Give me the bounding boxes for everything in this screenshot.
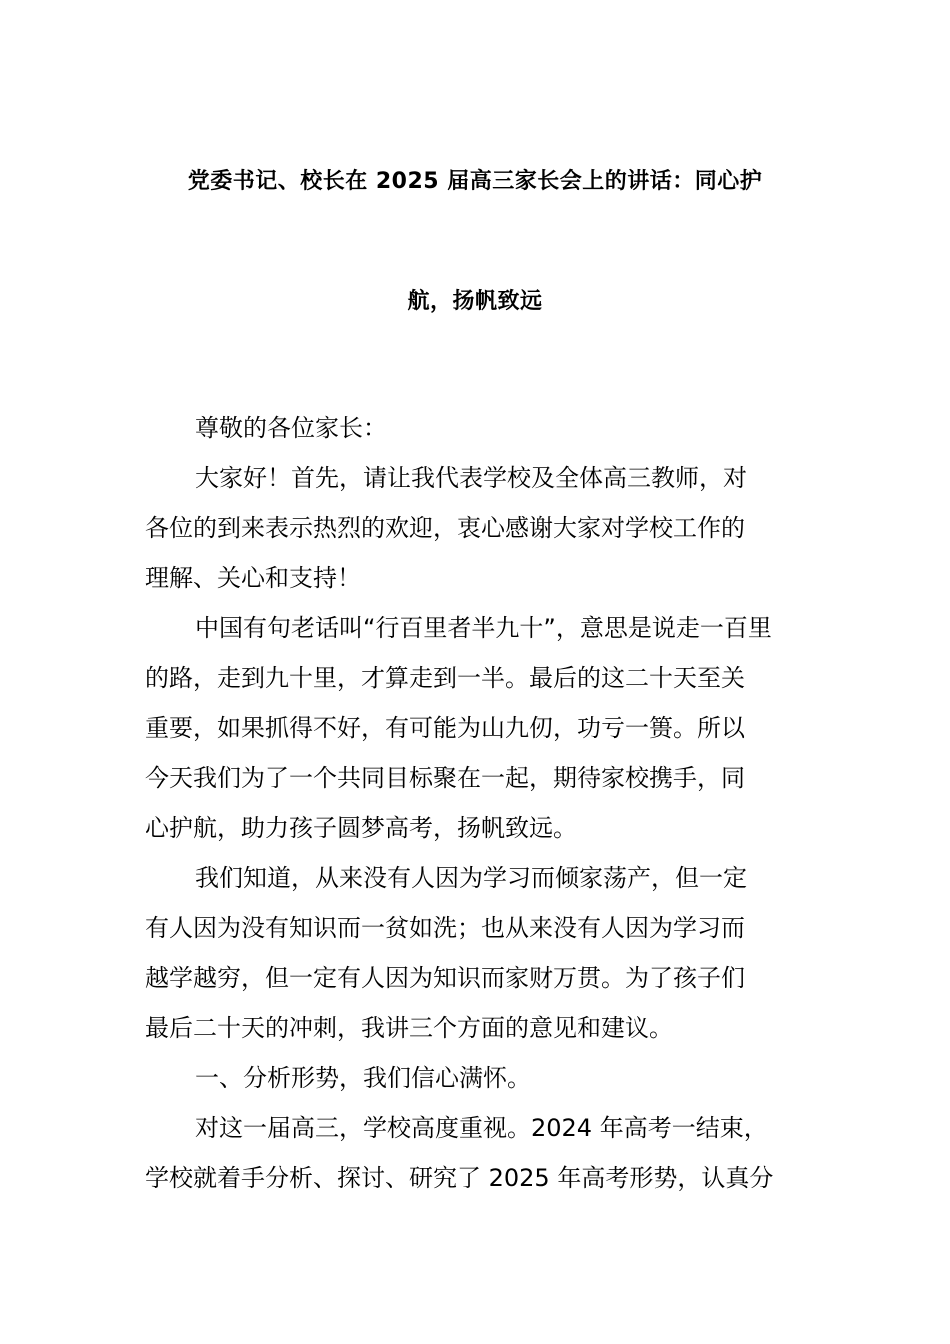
document-body	[145, 403, 805, 1203]
paragraph-line: 心护航，助力孩子圆梦高考，扬帆致远。	[145, 814, 577, 842]
document-title-line-2: 航，扬帆致远	[407, 289, 543, 314]
paragraph-line: 我们知道，从来没有人因为学习而倾家荡产，但一定	[195, 864, 747, 892]
document-title-line-1: 党委书记、校长在 2025 届高三家长会上的讲话：同心护	[187, 169, 763, 194]
paragraph-line: 各位的到来表示热烈的欢迎，衷心感谢大家对学校工作的	[145, 514, 745, 542]
salutation: 尊敬的各位家长：	[195, 414, 387, 442]
paragraph-line: 的路，走到九十里，才算走到一半。最后的这二十天至关	[145, 664, 745, 692]
paragraph-line: 学校就着手分析、探讨、研究了 2025 年高考形势，认真分	[145, 1164, 774, 1192]
paragraph-line: 对这一届高三，学校高度重视。2024 年高考一结束，	[195, 1114, 768, 1142]
paragraph-line: 越学越穷，但一定有人因为知识而家财万贯。为了孩子们	[145, 964, 745, 992]
paragraph-line: 理解、关心和支持！	[145, 564, 361, 592]
section-heading: 一、分析形势，我们信心满怀。	[195, 1064, 531, 1092]
paragraph-line: 最后二十天的冲刺，我讲三个方面的意见和建议。	[145, 1014, 673, 1042]
paragraph-knowledge	[145, 853, 805, 1053]
paragraph-line: 有人因为没有知识而一贫如洗；也从来没有人因为学习而	[145, 914, 745, 942]
paragraph-line: 重要，如果抓得不好，有可能为山九仞，功亏一篑。所以	[145, 714, 745, 742]
paragraph-line: 中国有句老话叫“行百里者半九十”，意思是说走一百里	[195, 614, 772, 642]
paragraph-proverb	[145, 603, 805, 853]
paragraph-welcome	[145, 453, 805, 603]
paragraph-line: 大家好！首先，请让我代表学校及全体高三教师，对	[195, 464, 747, 492]
paragraph-analysis	[145, 1103, 805, 1203]
paragraph-line: 今天我们为了一个共同目标聚在一起，期待家校携手，同	[145, 764, 745, 792]
